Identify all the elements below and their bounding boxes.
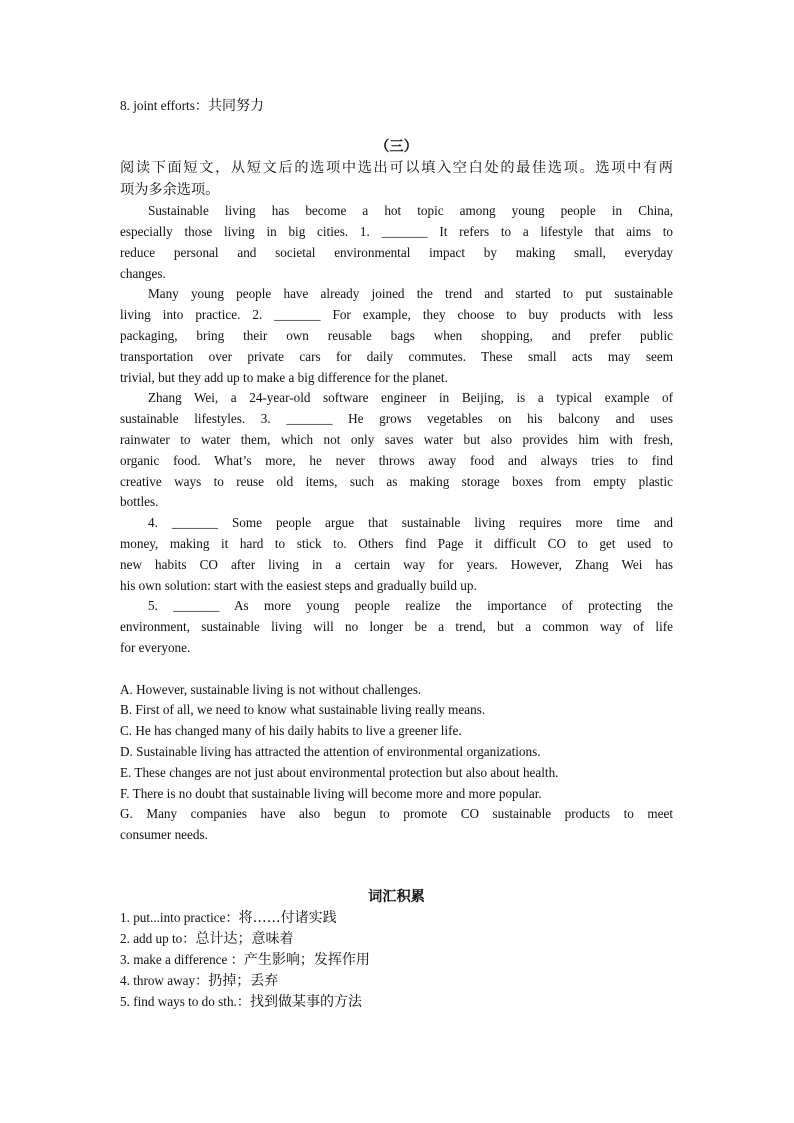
passage-line: trivial, but they add up to make a big difference for the planet. [120,370,448,385]
vocab-english: 4. throw away： [120,973,209,988]
passage-line: for everyone. [120,640,191,655]
section-title: （三） [375,139,418,155]
passage-line: 5. _______ As more young people realize the importance of protecting the [148,598,673,613]
passage-line: Sustainable living has become a hot topic among young people in China, [148,203,673,218]
passage-line: bottles. [120,494,159,509]
option-d: D. Sustainable living has attracted the attention of environmental organizations. [120,744,541,759]
passage-line: organic food. What’s more, he never throws away food and always tries to find [120,453,673,468]
option-g-continued: consumer needs. [120,827,208,842]
vocab-english: 2. add up to： [120,931,196,946]
passage-line: living into practice. 2. _______ For example, they choose to buy products with less [120,307,673,322]
option-f: F. There is no doubt that sustainable living will become more and more popular. [120,786,542,801]
passage-line: especially those living in big cities. 1. _______ It refers to a lifestyle that aims to [120,224,673,239]
vocab-item [120,908,673,928]
passage-line: new habits CO after living in a certain way for years. However, Zhang Wei has [120,557,673,572]
passage-line: his own solution: start with the easiest steps and gradually build up. [120,578,477,593]
passage-line: environment, sustainable living will no longer be a trend, but a common way of life [120,619,673,634]
instructions-line-2: 项为多余选项。 [120,182,220,198]
passage-line: rainwater to water them, which not only saves water but also provides him with fresh, [120,432,673,447]
vocab-chinese: 将……付诸实践 [238,910,337,926]
top-vocab-chinese: 共同努力 [208,98,265,114]
passage-line: packaging, bring their own reusable bags when shopping, and prefer public [120,328,673,343]
passage-line: creative ways to reuse old items, such as making storage boxes from empty plastic [120,474,673,489]
vocab-chinese: 找到做某事的方法 [250,994,363,1010]
option-b: B. First of all, we need to know what sustainable living really means. [120,702,486,717]
vocab-english: 5. find ways to do sth.： [120,994,251,1009]
passage-line: 4. _______ Some people argue that sustainable living requires more time and [148,515,673,530]
vocab-chinese: 产生影响；发挥作用 [243,952,370,968]
vocab-item [120,950,673,970]
passage-line: Many young people have already joined the trend and started to put sustainable [148,286,673,301]
vocab-chinese: 扔掉；丢弃 [208,973,279,989]
top-vocab-item [120,96,673,116]
instructions-line-1: 阅读下面短文，从短文后的选项中选出可以填入空白处的最佳选项。选项中有两 [120,160,673,176]
vocab-chinese: 总计达；意味着 [195,931,294,947]
option-e: E. These changes are not just about environmental protection but also about health. [120,765,559,780]
passage-line: sustainable lifestyles. 3. _______ He grows vegetables on his balcony and uses [120,411,673,426]
vocab-item [120,971,673,991]
passage-line: changes. [120,266,166,281]
vocab-title: 词汇积累 [368,889,425,905]
passage-line: money, making it hard to stick to. Others find Page it difficult CO to get used to [120,536,673,551]
option-a: A. However, sustainable living is not without challenges. [120,682,422,697]
top-vocab-english: 8. joint efforts： [120,98,209,113]
vocab-english: 3. make a difference ： [120,952,244,967]
passage-line: transportation over private cars for daily commutes. These small acts may seem [120,349,673,364]
option-g: G. Many companies have also begun to promote CO sustainable products to meet [120,806,673,821]
vocab-item [120,929,673,949]
passage-line: Zhang Wei, a 24-year-old software engineer in Beijing, is a typical example of [148,390,673,405]
vocab-item [120,992,673,1012]
passage-line: reduce personal and societal environmental impact by making small, everyday [120,245,673,260]
vocab-english: 1. put...into practice： [120,910,239,925]
option-c: C. He has changed many of his daily habits to live a greener life. [120,723,462,738]
